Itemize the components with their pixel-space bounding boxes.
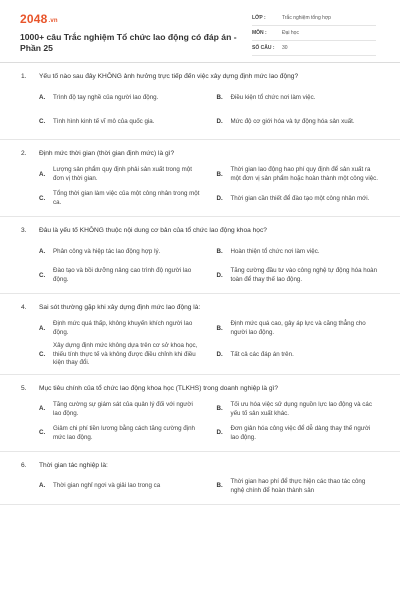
answer-option[interactable] — [217, 164, 381, 188]
answer-option[interactable] — [217, 111, 381, 135]
meta-row — [252, 27, 376, 41]
question-item — [0, 384, 400, 452]
question-stem — [21, 149, 380, 164]
option-text: Xây dựng định mức không dựa trên cơ sở khoa học, thiếu tính thực tế và không được điều chỉnh khi điều kiện thay đổi. — [53, 342, 198, 367]
answer-options — [21, 87, 380, 139]
option-text: Đơn giản hóa công việc để dễ dàng thay thế người lao động. — [230, 425, 371, 441]
option-key: D. — [216, 429, 223, 437]
question-number: 1. — [21, 73, 27, 80]
answer-option[interactable] — [39, 188, 203, 212]
answer-option[interactable] — [39, 399, 203, 423]
option-text: Tăng cường đầu tư vào công nghệ tự động hóa hoàn toàn để thay thế lao động. — [230, 267, 378, 283]
question-number: 3. — [21, 227, 27, 234]
option-text: Tổng thời gian làm việc của một công nhân trong một ca. — [53, 190, 200, 206]
option-key: C. — [39, 350, 46, 358]
option-text: Trình độ tay nghề của người lao động. — [53, 93, 159, 101]
option-text: Lượng sản phẩm quy định phải sản xuất trong một đơn vị thời gian. — [53, 166, 192, 182]
document-header — [0, 0, 400, 63]
option-key: D. — [216, 194, 223, 202]
question-stem — [21, 226, 380, 241]
answer-option[interactable] — [39, 342, 203, 370]
meta-value: 30 — [282, 45, 288, 52]
answer-option[interactable] — [217, 423, 381, 447]
option-key: A. — [39, 482, 46, 490]
option-key: A. — [39, 170, 46, 178]
option-key: C. — [39, 429, 46, 437]
option-text: Điều kiện tổ chức nơi làm việc. — [230, 93, 316, 101]
question-text: Yếu tố nào sau đây KHÔNG ảnh hưởng trực tiếp đến việc xây dựng định mức lao động? — [39, 73, 299, 80]
meta-value: Đại học — [282, 30, 299, 37]
meta-table — [252, 12, 376, 57]
option-text: Thời gian hao phí để thực hiện các thao tác công nghệ chính để hoàn thành sản — [230, 478, 366, 494]
question-item — [0, 72, 400, 140]
option-text: Tất cả các đáp án trên. — [230, 350, 294, 358]
question-stem — [21, 72, 380, 87]
answer-option[interactable] — [39, 164, 203, 188]
answer-option[interactable] — [39, 318, 203, 342]
option-text: Tối ưu hóa việc sử dụng nguồn lực lao động và các yếu tố sản xuất khác. — [230, 401, 372, 417]
answer-option[interactable] — [217, 87, 381, 111]
option-text: Mức độ cơ giới hóa và tự động hóa sản xuất. — [230, 117, 355, 125]
option-text: Định mức quá cao, gây áp lực và căng thẳng cho người lao động. — [230, 320, 366, 336]
answer-option[interactable] — [217, 265, 381, 289]
answer-option[interactable] — [217, 241, 381, 265]
option-text: Tình hình kinh tế vĩ mô của quốc gia. — [53, 117, 155, 125]
question-text: Mục tiêu chính của tổ chức lao động khoa học (TLKHS) trong doanh nghiệp là gì? — [39, 384, 279, 392]
option-text: Thời gian nghỉ ngơi và giải lao trong ca — [53, 482, 161, 490]
option-key: B. — [216, 324, 223, 332]
option-key: B. — [216, 247, 223, 255]
answer-option[interactable] — [39, 87, 203, 111]
question-stem — [21, 384, 380, 399]
question-text: Định mức thời gian (thời gian định mức) là gì? — [39, 150, 175, 157]
logo-suffix: .vn — [48, 18, 58, 24]
option-key: B. — [216, 170, 223, 178]
option-key: A. — [39, 405, 46, 413]
answer-options — [21, 318, 380, 374]
meta-label: SỐ CÂU : — [252, 45, 275, 52]
answer-option[interactable] — [217, 399, 381, 423]
meta-value: Trắc nghiệm tổng hợp — [282, 15, 331, 22]
question-number: 6. — [21, 461, 27, 469]
answer-options — [21, 241, 380, 293]
answer-option[interactable] — [217, 476, 381, 500]
option-text: Thời gian cần thiết để đào tạo một công nhân mới. — [230, 194, 370, 202]
question-text: Sai sót thường gặp khi xây dựng định mức lao động là: — [39, 304, 201, 311]
answer-options — [21, 164, 380, 216]
option-key: D. — [216, 117, 223, 125]
option-key: B. — [216, 93, 223, 101]
meta-row — [252, 42, 376, 56]
site-logo[interactable] — [20, 12, 58, 26]
option-text: Phân công và hiệp tác lao động hợp lý. — [53, 247, 161, 255]
question-number: 4. — [21, 304, 27, 311]
question-item — [0, 226, 400, 294]
option-text: Giảm chi phí tiền lương bằng cách tăng cường định mức lao động. — [53, 425, 195, 441]
option-text: Hoàn thiện tổ chức nơi làm việc. — [230, 247, 320, 255]
question-stem — [21, 303, 380, 318]
answer-option[interactable] — [39, 241, 203, 265]
question-text: Thời gian tác nghiệp là: — [39, 461, 108, 469]
meta-label: MÔN : — [252, 30, 267, 37]
logo-text: 2048 — [20, 12, 48, 26]
option-key: C. — [39, 194, 46, 202]
option-key: B. — [216, 405, 223, 413]
option-text: Đào tạo và bồi dưỡng nâng cao trình độ người lao động. — [53, 267, 192, 283]
option-text: Tăng cường sự giám sát của quản lý đối với người lao động. — [53, 401, 193, 417]
option-key: A. — [39, 247, 46, 255]
meta-label: LỚP : — [252, 15, 266, 22]
answer-option[interactable] — [39, 423, 203, 447]
option-key: A. — [39, 93, 46, 101]
option-key: C. — [39, 271, 46, 279]
option-key: B. — [216, 482, 223, 490]
option-text: Thời gian lao động hao phí quy định để sản xuất ra một đơn vị sản phẩm hoặc hoàn thành một công việc. — [230, 166, 378, 182]
option-key: A. — [39, 324, 46, 332]
question-item — [0, 461, 400, 505]
answer-option[interactable] — [217, 188, 381, 212]
option-key: D. — [216, 271, 223, 279]
answer-option[interactable] — [39, 476, 203, 500]
question-number: 2. — [21, 150, 27, 157]
option-key: D. — [216, 350, 223, 358]
question-stem — [21, 461, 380, 476]
question-item — [0, 149, 400, 217]
answer-option[interactable] — [39, 265, 203, 289]
option-text: Định mức quá thấp, không khuyến khích người lao động. — [53, 320, 193, 336]
question-number: 5. — [21, 384, 27, 392]
meta-row — [252, 12, 376, 26]
answer-option[interactable] — [39, 111, 203, 135]
answer-option[interactable] — [217, 318, 381, 342]
question-item — [0, 303, 400, 375]
answer-option[interactable] — [217, 342, 381, 370]
question-text: Đâu là yếu tố KHÔNG thuộc nội dung cơ bản của tổ chức lao động khoa học? — [39, 227, 267, 234]
answer-options — [21, 476, 380, 504]
option-key: C. — [39, 117, 46, 125]
answer-options — [21, 399, 380, 451]
document-title: 1000+ câu Trắc nghiệm Tổ chức lao động có đáp án - Phần 25 — [20, 32, 237, 53]
question-list — [0, 72, 400, 514]
